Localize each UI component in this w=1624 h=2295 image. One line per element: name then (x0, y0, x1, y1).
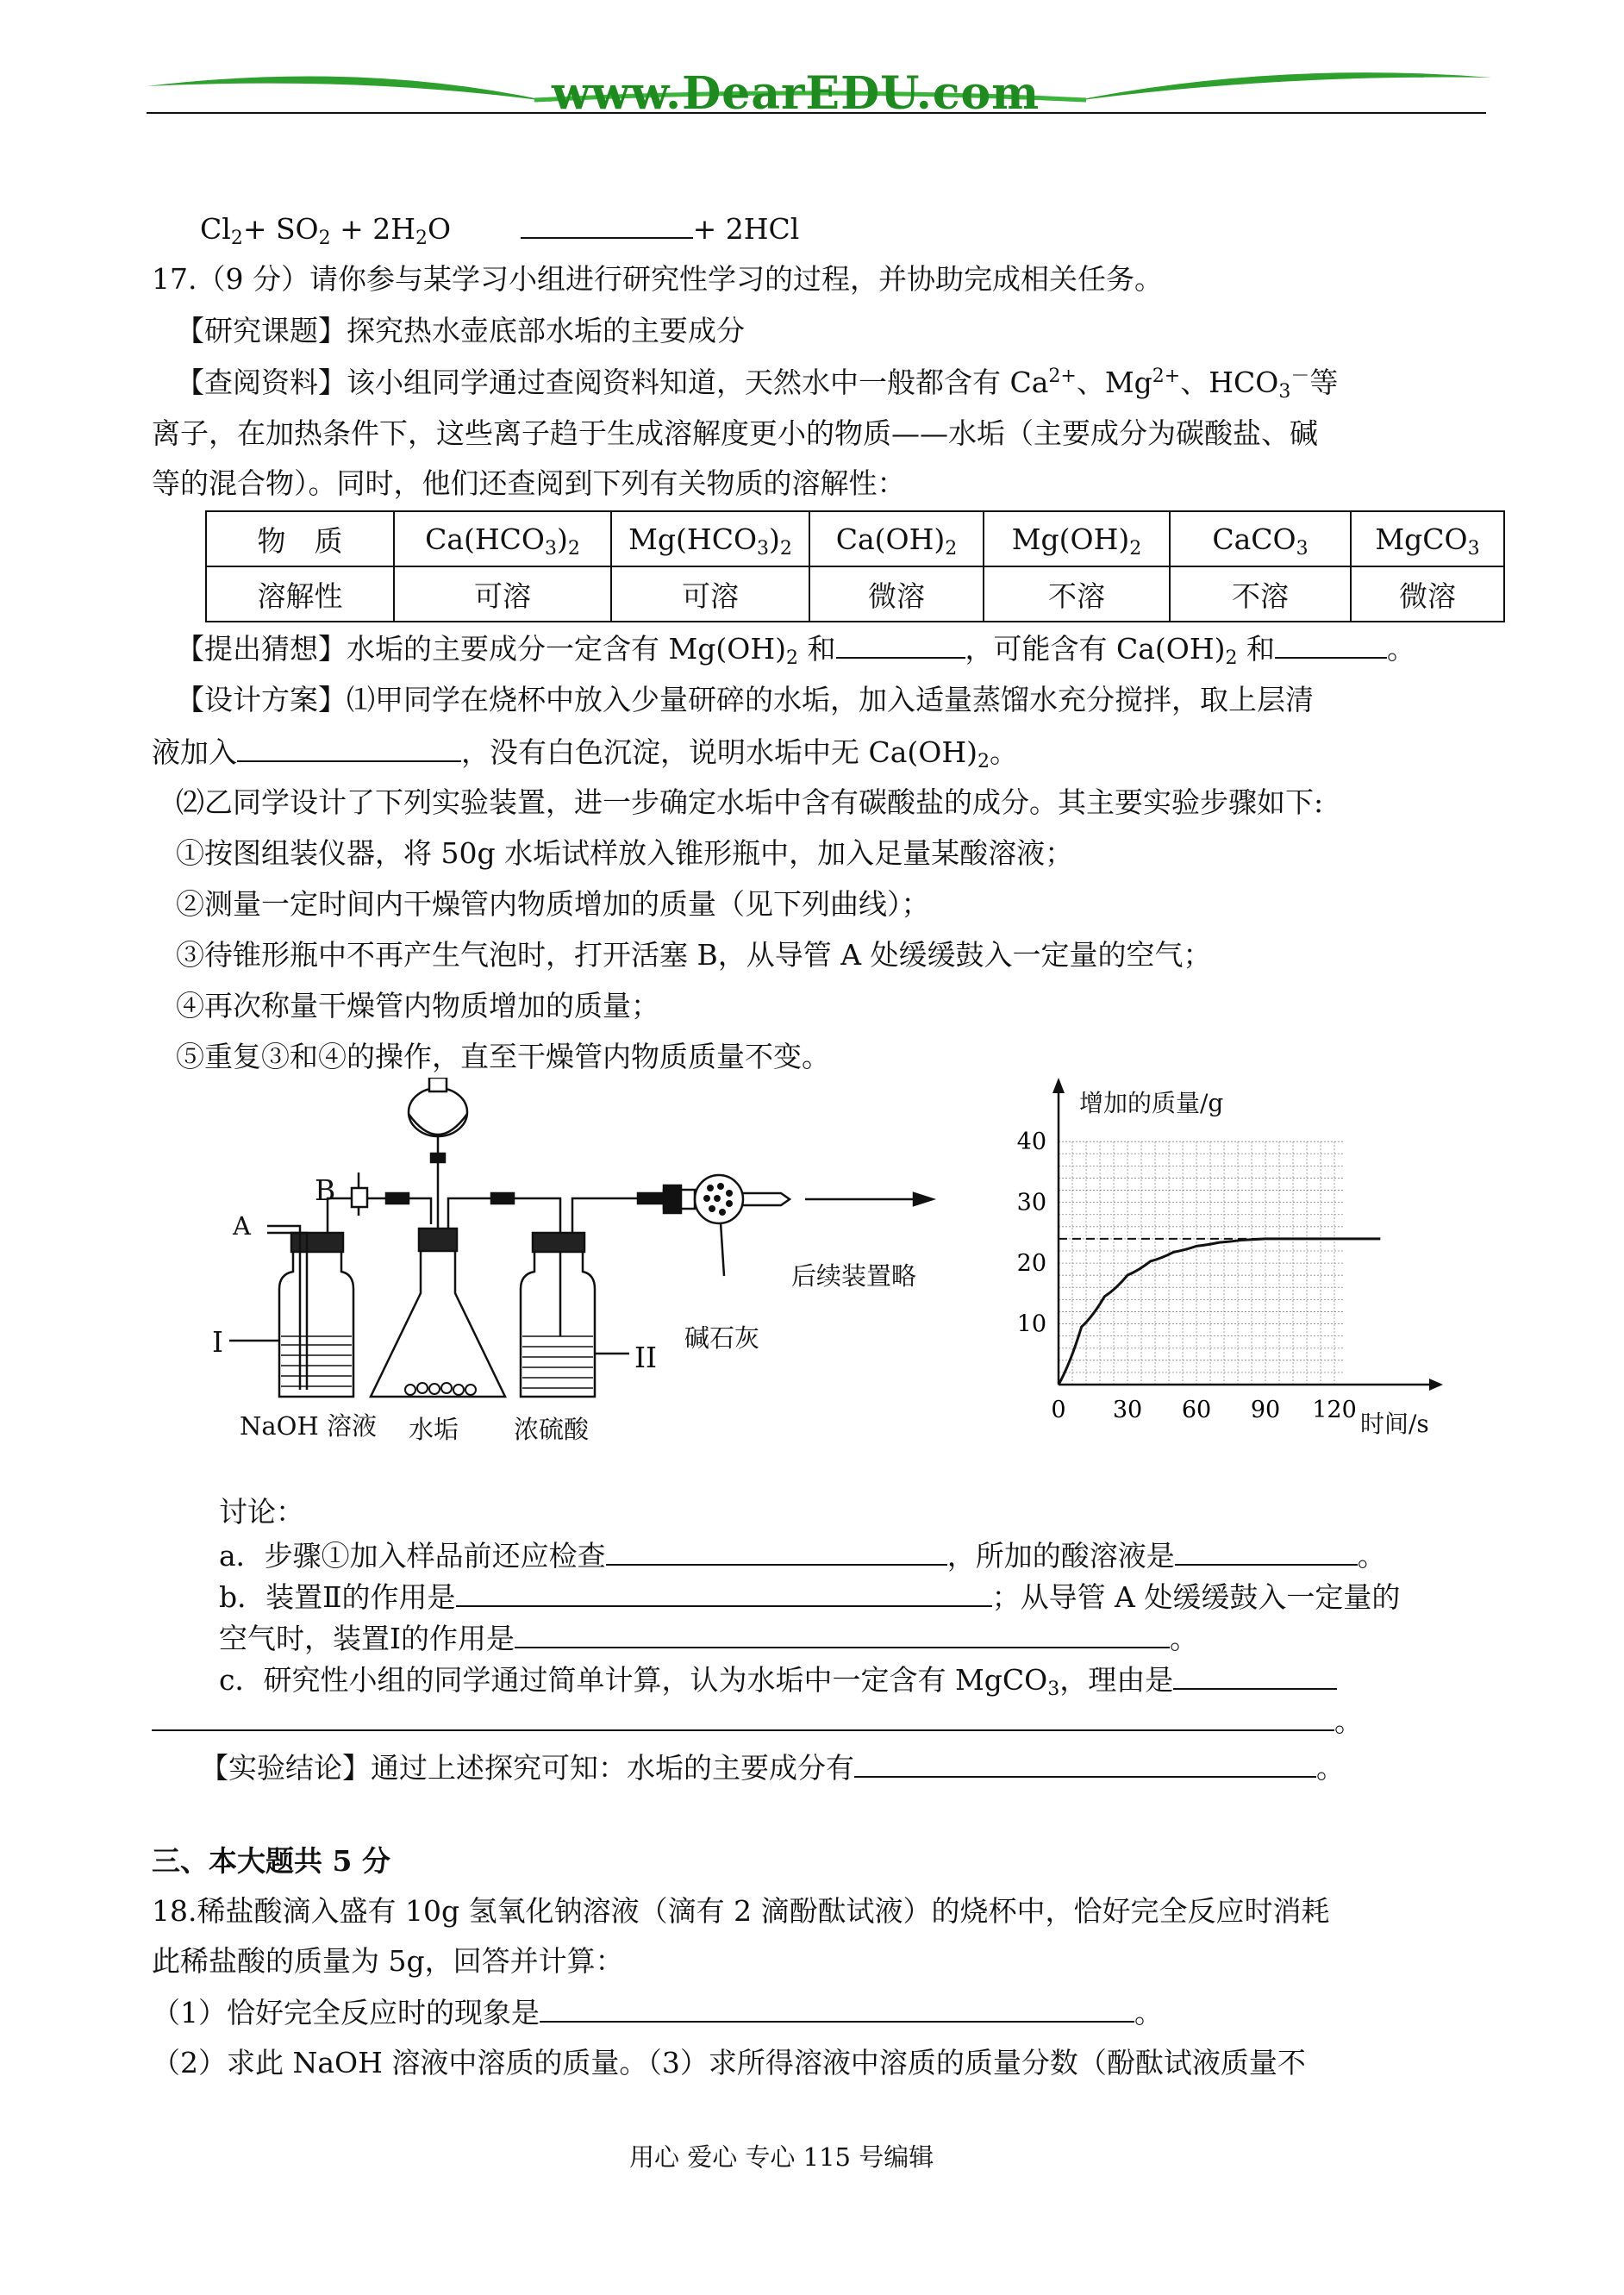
answer-blank[interactable] (1275, 631, 1387, 659)
mass-time-chart (991, 1078, 1474, 1457)
label-scale: 水垢 (409, 1415, 459, 1444)
step-3: ③待锥形瓶中不再产生气泡时，打开活塞 B，从导管 A 处缓缓鼓入一定量的空气； (176, 938, 1212, 972)
x-tick-label: 60 (1181, 1397, 1212, 1423)
q17-guess: 【提出猜想】水垢的主要成分一定含有 $Mg(OH)_2$ 和 ，可能含有 $Ca(OH)_2$ 和 。 (176, 632, 1415, 669)
discussion-c-cont: 。 (152, 1704, 1363, 1738)
table-header-substance: 物 质 (206, 511, 394, 566)
discussion-c: c．研究性小组的同学通过简单计算，认为水垢中一定含有 MgCO$_3$，理由是 (219, 1662, 1337, 1697)
x-axis-arrow (1429, 1379, 1443, 1391)
q17-info-line3: 等的混合物）。同时，他们还查阅到下列有关物质的溶解性： (152, 466, 906, 500)
section-3-title: 三、本大题共 5 分 (152, 1844, 390, 1878)
x-tick-label: 90 (1250, 1397, 1281, 1423)
table-cell: 微溶 (809, 566, 984, 622)
label-omit: 后续装置略 (791, 1261, 917, 1291)
q17-topic: 【研究课题】探究热水壶底部水垢的主要成分 (176, 314, 745, 347)
table-row (206, 566, 1504, 622)
chart-ylabel: 增加的质量/g (1079, 1089, 1224, 1117)
answer-blank[interactable] (836, 631, 965, 659)
erlenmeyer-flask (371, 1241, 505, 1397)
q18-line2: 此稀盐酸的质量为 5g，回答并计算： (152, 1944, 624, 1978)
x-tick-label: 30 (1112, 1397, 1143, 1423)
table-cell: 不溶 (984, 566, 1170, 622)
answer-blank[interactable] (515, 1621, 1170, 1648)
q17-plan-line1: 【设计方案】⑴甲同学在烧杯中放入少量研碎的水垢，加入适量蒸馏水充分搅拌，取上层清 (176, 683, 1314, 716)
label-b: B (315, 1173, 336, 1207)
discussion-heading: 讨论： (219, 1495, 304, 1529)
x-tick-label: 0 (1051, 1397, 1066, 1423)
y-tick-label: 40 (1016, 1129, 1046, 1156)
discussion-b: b．装置Ⅱ的作用是 ；从导管 A 处缓缓鼓入一定量的 (219, 1580, 1401, 1614)
q17-plan-line2: 液加入 ，没有白色沉淀，说明水垢中无 $Ca(OH)_2$。 (152, 735, 1018, 772)
page-footer: 用心 爱心 专心 115 号编辑 (629, 2142, 934, 2172)
q18-line4: （2）求此 NaOH 溶液中溶质的质量。（3）求所得溶液中溶质的质量分数（酚酞试液质量不 (152, 2046, 1306, 2079)
x-tick-label: 120 (1312, 1397, 1357, 1423)
y-tick-label: 20 (1016, 1250, 1046, 1278)
answer-blank[interactable] (521, 211, 693, 239)
answer-blank[interactable] (606, 1538, 947, 1566)
step-1: ①按图组装仪器，将 50g 水垢试样放入锥形瓶中，加入足量某酸溶液； (176, 836, 1074, 870)
table-cell: 可溶 (611, 566, 809, 622)
table-cell: 可溶 (394, 566, 611, 622)
discussion-b-cont: 空气时，装置Ⅰ的作用是 。 (219, 1622, 1199, 1655)
table-cell: $Mg(OH)_2$ (984, 511, 1170, 566)
table-cell: 微溶 (1351, 566, 1504, 622)
label-ii: II (634, 1341, 658, 1374)
bottle-1 (279, 1250, 353, 1397)
equation-line: $Cl_2+ SO_2 + 2H_2O + 2HCl$ (200, 212, 800, 249)
label-i: I (212, 1325, 224, 1359)
chart-xlabel: 时间/s (1360, 1410, 1429, 1438)
apparatus-diagram (207, 1078, 965, 1457)
answer-blank[interactable] (854, 1750, 1316, 1778)
q18-line3: （1）恰好完全反应时的现象是 。 (152, 1996, 1163, 2029)
table-cell: $Mg(HCO_3)_2$ (611, 511, 809, 566)
q18-line1: 18.稀盐酸滴入盛有 10g 氢氧化钠溶液（滴有 2 滴酚酞试液）的烧杯中，恰好完全反应时消耗 (152, 1894, 1330, 1928)
answer-blank[interactable] (1173, 1662, 1337, 1690)
chart-svg (991, 1078, 1474, 1457)
answer-blank[interactable] (152, 1704, 1334, 1731)
table-cell: CaCO$_3$ (1170, 511, 1351, 566)
table-cell: $Ca(OH)_2$ (809, 511, 984, 566)
label-a: A (233, 1211, 251, 1241)
label-naoh: NaOH 溶液 (240, 1411, 377, 1441)
y-tick-label: 10 (1016, 1310, 1046, 1338)
answer-blank[interactable] (1175, 1538, 1358, 1566)
bottle-2 (521, 1250, 595, 1397)
y-tick-label: 30 (1016, 1189, 1046, 1216)
q17-plan-2: ⑵乙同学设计了下列实验装置，进一步确定水垢中含有碳酸盐的成分。其主要实验步骤如下: (176, 785, 1324, 819)
answer-blank[interactable] (540, 1995, 1134, 2023)
table-row (206, 511, 1504, 566)
answer-blank[interactable] (237, 735, 461, 762)
site-logo-text: www.DearEDU.com (552, 67, 1040, 120)
valve-b (352, 1188, 367, 1207)
separatory-funnel (409, 1088, 467, 1136)
conclusion: 【实验结论】通过上述探究可知：水垢的主要成分有 。 (200, 1751, 1345, 1785)
discussion-a: a．步骤①加入样品前还应检查 ，所加的酸溶液是 。 (219, 1539, 1386, 1573)
q17-info-line1: 【查阅资料】该小组同学通过查阅资料知道，天然水中一般都含有 $Ca^{2+}$、$Mg^{2+}$、$HCO_3^-$等 (176, 366, 1339, 403)
step-2: ②测量一定时间内干燥管内物质增加的质量（见下列曲线）； (176, 887, 930, 921)
table-header-solubility: 溶解性 (206, 566, 394, 622)
solubility-table (205, 510, 1505, 622)
label-soda-lime: 碱石灰 (684, 1323, 760, 1353)
answer-blank[interactable] (456, 1579, 992, 1607)
q17-info-line2: 离子，在加热条件下，这些离子趋于生成溶解度更小的物质——水垢（主要成分为碳酸盐、碱 (152, 416, 1318, 450)
table-cell: MgCO$_3$ (1351, 511, 1504, 566)
q17-title: 17.（9 分）请你参与某学习小组进行研究性学习的过程，并协助完成相关任务。 (152, 262, 1163, 296)
label-acid: 浓硫酸 (514, 1415, 590, 1444)
step-4: ④再次称量干燥管内物质增加的质量； (176, 989, 659, 1022)
table-cell: 不溶 (1170, 566, 1351, 622)
y-axis-arrow (1052, 1078, 1065, 1093)
step-5: ⑤重复③和④的操作，直至干燥管内物质质量不变。 (176, 1040, 830, 1073)
table-cell: $Ca(HCO_3)_2$ (394, 511, 611, 566)
